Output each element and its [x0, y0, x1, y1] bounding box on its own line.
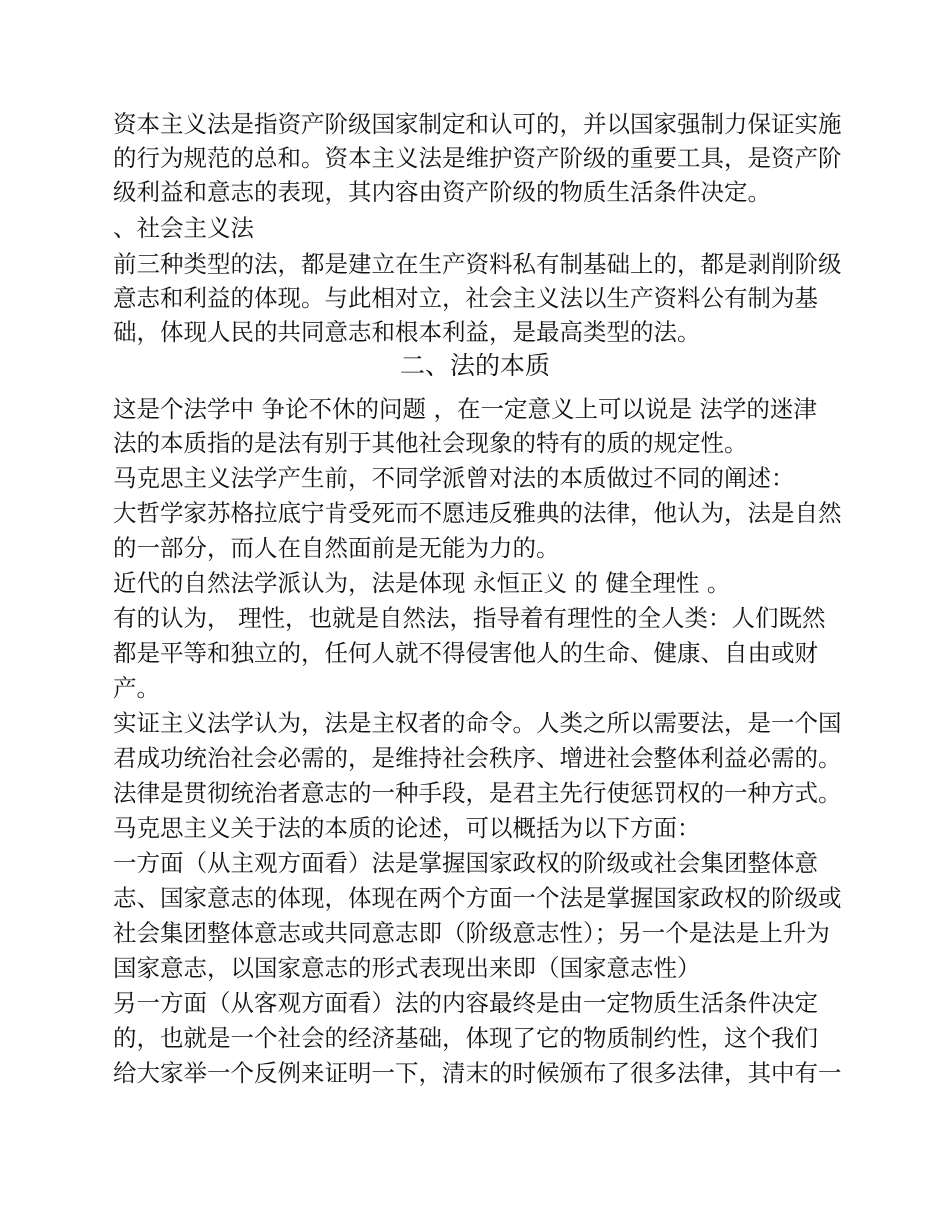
body-line: 有的认为， 理性，也就是自然法，指导着有理性的全人类：人们既然 [113, 604, 826, 632]
body-line: 一方面（从主观方面看）法是掌握国家政权的阶级或社会集团整体意 [113, 849, 818, 877]
section-heading: 二、法的本质 [399, 351, 550, 380]
paragraph-capitalism-line: 资本主义法是指资产阶级国家制定和认可的，并以国家强制力保证实施 [113, 110, 842, 138]
body-line: 近代的自然法学派认为，法是体现 永恒正义 的 健全理性 。 [113, 569, 731, 597]
body-line: 国家意志，以国家意志的形式表现出来即（国家意志性） [113, 954, 701, 982]
body-line: 另一方面（从客观方面看）法的内容最终是由一定物质生活条件决定 [113, 989, 818, 1017]
body-line: 马克思主义法学产生前，不同学派曾对法的本质做过不同的阐述： [113, 464, 795, 492]
body-line: 大哲学家苏格拉底宁肯受死而不愿违反雅典的法律，他认为，法是自然 [113, 499, 842, 527]
body-line: 马克思主义关于法的本质的论述，可以概括为以下方面： [113, 814, 701, 842]
body-line: 都是平等和独立的，任何人就不得侵害他人的生命、健康、自由或财 [113, 639, 818, 667]
paragraph-capitalism-line: 级利益和意志的表现，其内容由资产阶级的物质生活条件决定。 [113, 178, 771, 206]
paragraph-socialism-line: 础，体现人民的共同意志和根本利益，是最高类型的法。 [113, 318, 701, 346]
body-line: 社会集团整体意志或共同意志即（阶级意志性）；另一个是法是上升为 [113, 919, 830, 947]
paragraph-socialism-line: 前三种类型的法，都是建立在生产资料私有制基础上的，都是剥削阶级 [113, 250, 842, 278]
body-line: 的，也就是一个社会的经济基础，体现了它的物质制约性，这个我们 [113, 1024, 818, 1052]
body-line: 产。 [113, 674, 160, 702]
subheading-socialism: 、社会主义法 [113, 214, 254, 242]
body-line: 志、国家意志的体现，体现在两个方面一个法是掌握国家政权的阶级或 [113, 884, 842, 912]
body-line: 君成功统治社会必需的，是维持社会秩序、增进社会整体利益必需的。 [113, 744, 842, 772]
paragraph-capitalism-line: 的行为规范的总和。资本主义法是维护资产阶级的重要工具，是资产阶 [113, 144, 842, 172]
body-line: 法律是贯彻统治者意志的一种手段，是君主先行使惩罚权的一种方式。 [113, 779, 842, 807]
body-line: 实证主义法学认为，法是主权者的命令。人类之所以需要法，是一个国 [113, 709, 842, 737]
body-line: 这是个法学中 争论不休的问题 ，在一定意义上可以说是 法学的迷津 [113, 395, 817, 423]
body-line: 给大家举一个反例来证明一下，清末的时候颁布了很多法律，其中有一 [113, 1059, 842, 1087]
body-line: 的一部分，而人在自然面前是无能为力的。 [113, 534, 560, 562]
body-line: 法的本质指的是法有别于其他社会现象的特有的质的规定性。 [113, 429, 748, 457]
paragraph-socialism-line: 意志和利益的体现。与此相对立，社会主义法以生产资料公有制为基 [113, 284, 818, 312]
